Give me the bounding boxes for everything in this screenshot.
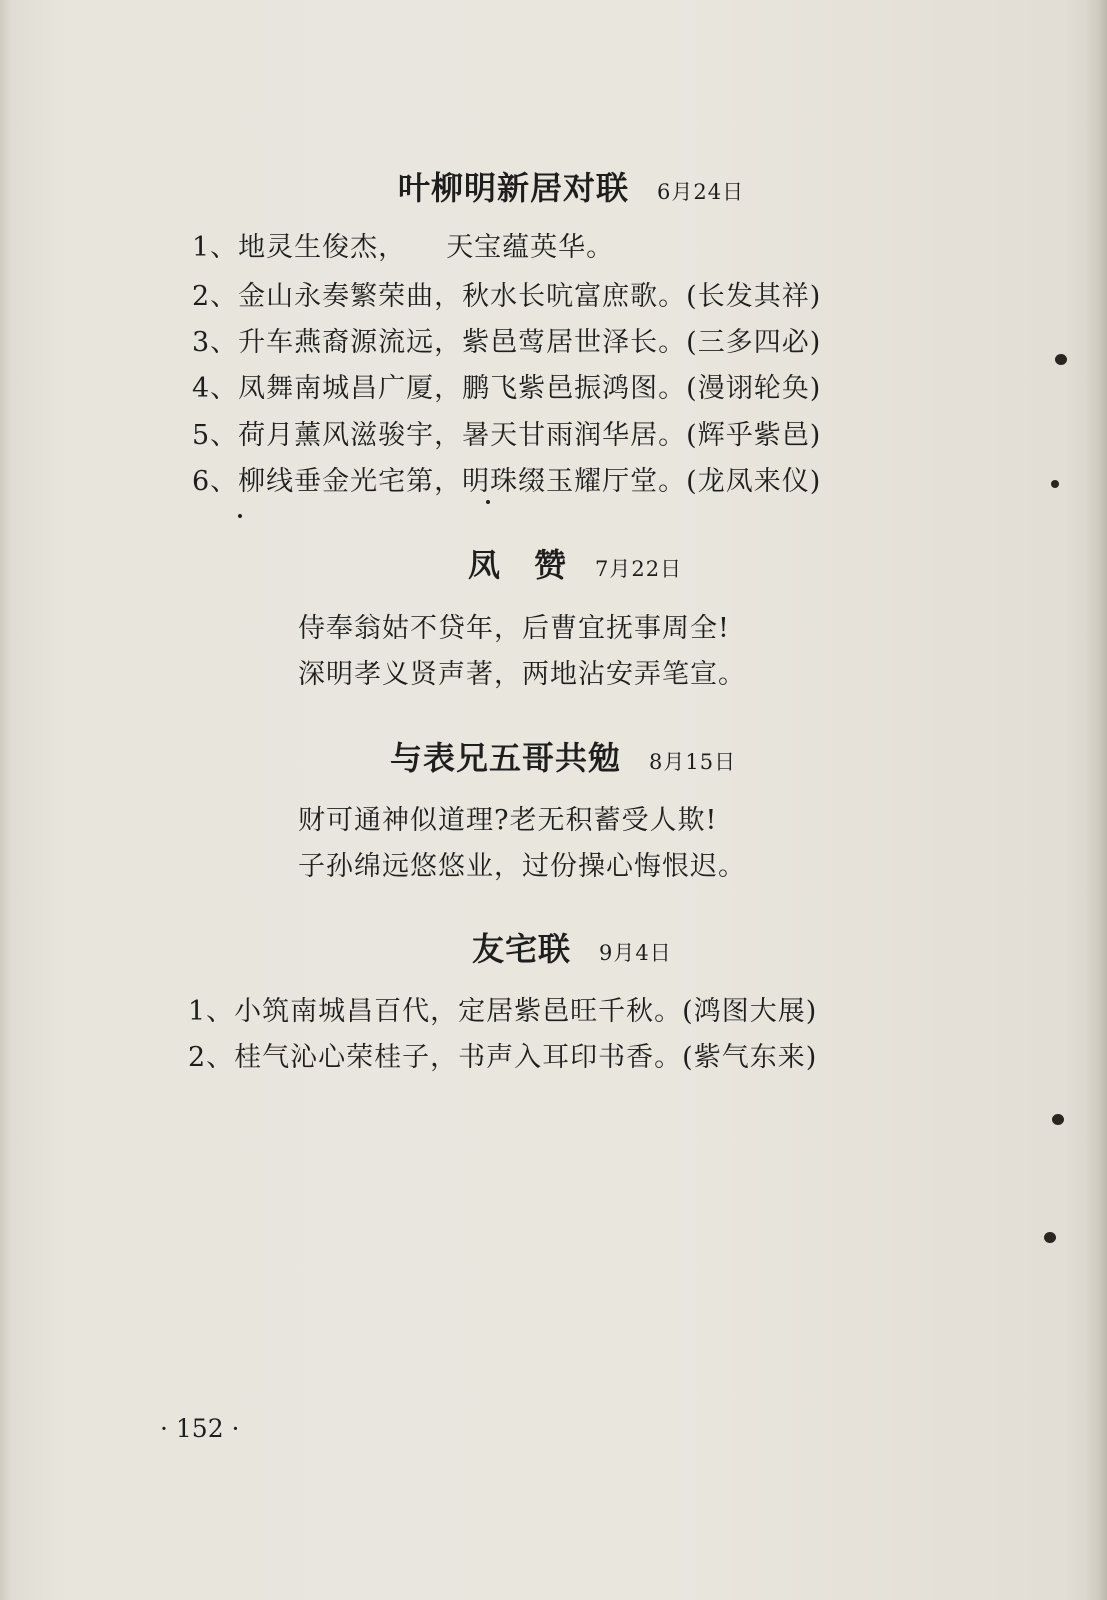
couplet-line-6: 6、柳线垂金光宅第，明珠缀玉耀厅堂。(龙凤来仪): [192, 466, 822, 497]
couplet-line-4: 4、凤舞南城昌广厦，鹏飞紫邑振鸿图。(漫诩轮奂): [192, 373, 822, 404]
couplet-line-1: 1、小筑南城昌百代，定居紫邑旺千秋。(鸿图大展): [188, 996, 818, 1027]
section-date: 6月24日: [657, 180, 745, 204]
couplet-line-1: [192, 228, 614, 268]
couplet-line-2: 2、桂气沁心荣桂子，书声入耳印书香。(紫气东来): [188, 1042, 818, 1073]
section-title-text: 叶柳明新居对联: [398, 169, 630, 207]
binding-hole-mark: [1044, 1232, 1056, 1243]
couplet-second-half: 天宝蕴英华。: [446, 232, 615, 263]
page-edge-shadow-left: [0, 0, 12, 1600]
poem-line-2: 子孙绵远悠悠业，过份操心悔恨迟。: [298, 851, 746, 882]
section-title-text: 友宅联: [472, 930, 572, 968]
binding-hole-mark: [1051, 480, 1059, 488]
couplet-line-5: 5、荷月薰风滋骏宇，暑天甘雨润华居。(辉乎紫邑): [192, 420, 822, 451]
section-title-text: 凤 赞: [468, 546, 568, 584]
poem-line-2: 深明孝义贤声著，两地沾安弄笔宣。: [298, 659, 746, 690]
emphasis-dot: [486, 500, 490, 504]
page-number: · 152 ·: [160, 1414, 240, 1443]
poem-line-1: 财可通神似道理?老无积蓄受人欺!: [298, 805, 718, 836]
couplet-line-2: 2、金山永奏繁荣曲，秋水长吭富庶歌。(长发其祥): [192, 281, 822, 312]
page-edge-shadow-right: [1085, 0, 1107, 1600]
section-title-friend-house-couplets: [472, 929, 672, 973]
section-title-text: 与表兄五哥共勉: [390, 739, 622, 777]
section-date: 8月15日: [649, 750, 737, 774]
section-title-feng-zan: [468, 545, 682, 589]
couplet-first-half: 1、地灵生俊杰，: [192, 232, 407, 263]
poem-line-1: 侍奉翁姑不贷年，后曹宜抚事周全!: [298, 613, 730, 644]
section-date: 7月22日: [595, 557, 683, 581]
binding-hole-mark: [1052, 1114, 1064, 1125]
couplet-line-3: 3、升车燕裔源流远，紫邑莺居世泽长。(三多四必): [192, 327, 822, 358]
section-date: 9月4日: [599, 941, 672, 965]
emphasis-dot: [238, 514, 242, 518]
section-title-cousin-encouragement: [390, 738, 736, 782]
binding-hole-mark: [1055, 354, 1067, 365]
section-title-ye-liuming-couplets: [398, 168, 744, 212]
